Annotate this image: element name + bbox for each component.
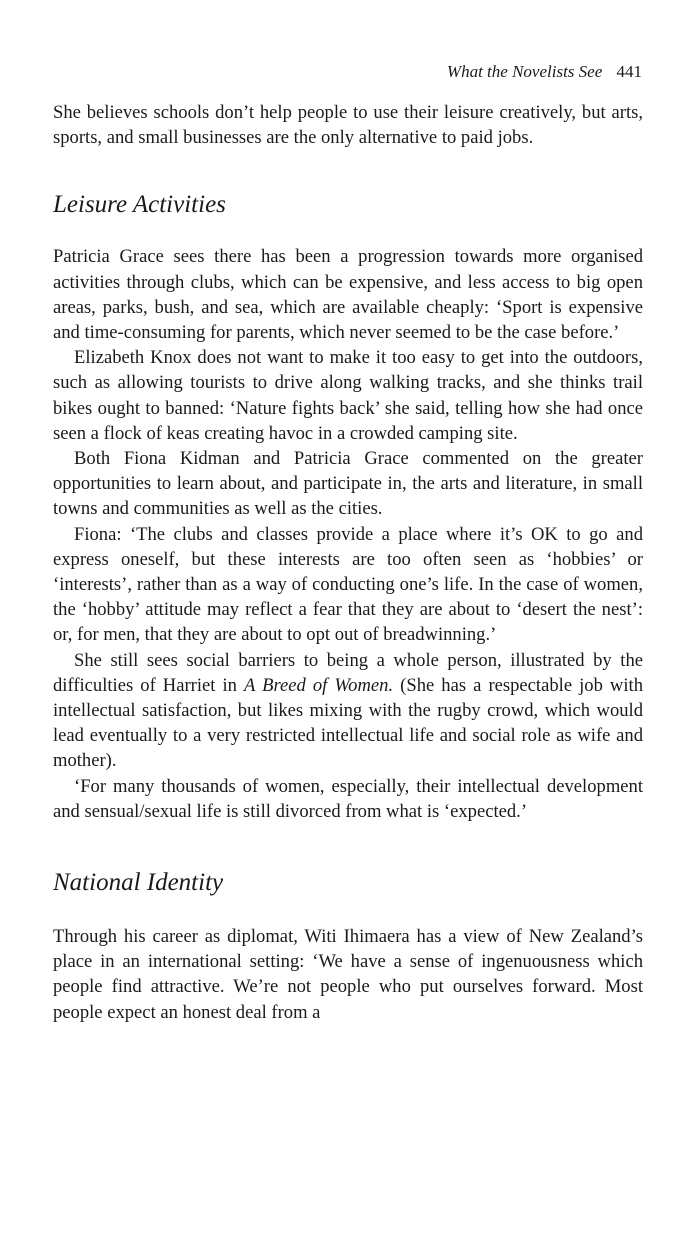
leisure-paragraph-4: Fiona: ‘The clubs and classes provide a place where it’s OK to go and express oneself, but these interests are too often seen as ‘hobbies’ or ‘interests’, rather than as a way of conducting one’s life. In the case of women, the ‘hobby’ attitude may reflect a fear that they are about to ‘desert the nest’: or, for men, that they are about to opt out of breadwinning.’	[53, 523, 643, 646]
page-number: 441	[616, 62, 642, 81]
leisure-paragraph-1: Patricia Grace sees there has been a progression towards more organised activities through clubs, which can be expensive, and less access to big open areas, parks, bush, and sea, which are available cheaply: ‘Sport is expensive and time-consuming for parents, which never seemed to be the case before.’	[53, 246, 643, 344]
page-header	[447, 62, 642, 82]
leisure-paragraph-3: Both Fiona Kidman and Patricia Grace commented on the greater opportunities to learn about, and participate in, the arts and literature, in small towns and communities as well as the cities.	[53, 448, 643, 520]
leisure-paragraph-5-text-b: (She has a respectable job with intellectual satisfaction, but likes mixing with the rugby crowd, which would lead eventually to a very restricted intellectual life and social role as wife and mother).	[53, 674, 643, 772]
leisure-paragraph-2: Elizabeth Knox does not want to make it too easy to get into the outdoors, such as allowing tourists to drive along walking tracks, and she thinks trail bikes ought to banned: ‘Nature fights back’ she said, telling how she had once seen a flock of keas creating havoc in a crowded camping site.	[53, 347, 643, 444]
page-body	[53, 100, 643, 1025]
intro-paragraph: She believes schools don’t help people to use their leisure creatively, but arts, sports, and small businesses are the only alternative to paid jobs.	[53, 102, 643, 149]
leisure-paragraph-6: ‘For many thousands of women, especially, their intellectual development and sensual/sexual life is still divorced from what is ‘expected.’	[53, 775, 643, 822]
section-heading-national-identity: National Identity	[53, 869, 224, 897]
leisure-paragraph-5	[53, 648, 643, 774]
running-title: What the Novelists See	[446, 62, 603, 81]
section-heading-leisure-activities: Leisure Activities	[53, 191, 226, 219]
leisure-paragraph-5-text-a: She still sees social barriers to being a whole person, illustrated by the difficulties of Harriet in	[53, 649, 643, 696]
national-paragraph-1: Through his career as diplomat, Witi Ihimaera has a view of New Zealand’s place in an international setting: ‘We have a sense of ingenuousness which people find attractive. We’re not people who put ourselves forward. Most people expect an honest deal from a	[53, 926, 643, 1023]
book-title: A Breed of Women.	[244, 674, 394, 696]
